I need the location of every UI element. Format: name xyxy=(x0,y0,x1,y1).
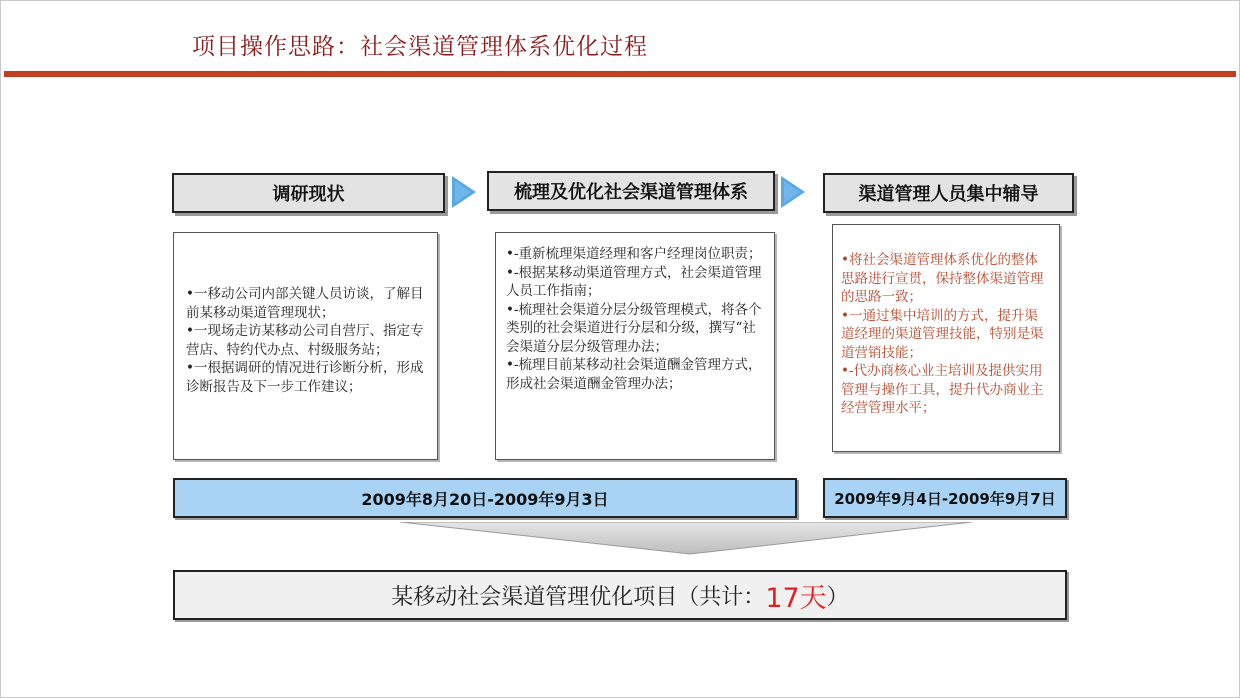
stage-content-coaching xyxy=(832,224,1060,452)
bullet-item: •一移动公司内部关键人员访谈，了解目前某移动渠道管理现状； xyxy=(186,286,424,321)
date-range-phase2: 2009年9月4日-2009年9月7日 xyxy=(823,478,1067,518)
bullet-item: •将社会渠道管理体系优化的整体思路进行宣贯，保持整体渠道管理的思路一致； xyxy=(841,252,1044,305)
stage-content-optimize xyxy=(495,232,775,460)
stage-header-research: 调研现状 xyxy=(172,173,445,213)
arrow-right-icon xyxy=(452,176,476,208)
date-range-phase1: 2009年8月20日-2009年9月3日 xyxy=(173,478,797,518)
summary-days: 17天 xyxy=(765,582,827,614)
bullet-item: •一通过集中培训的方式，提升渠道经理的渠道管理技能，特别是渠道营销技能； xyxy=(841,307,1044,361)
summary-prefix: 某移动社会渠道管理优化项目（共计： xyxy=(391,584,766,610)
slide-title: 项目操作思路：社会渠道管理体系优化过程 xyxy=(192,34,648,60)
title-divider xyxy=(4,71,1236,77)
bullet-item: •-梳理社会渠道分层分级管理模式，将各个类别的社会渠道进行分层和分级，撰写“社会渠道分层分级管理办法； xyxy=(506,301,762,355)
stage-header-coaching: 渠道管理人员集中辅导 xyxy=(823,173,1074,213)
bullet-item: •一现场走访某移动公司自营厅、指定专营店、特约代办点、村级服务站； xyxy=(186,323,424,358)
arrow-right-icon xyxy=(781,176,805,208)
bullet-item: •-根据某移动渠道管理方式，社会渠道管理人员工作指南； xyxy=(506,264,762,299)
bullet-item: •-代办商核心业主培训及提供实用管理与操作工具，提升代办商业主经营管理水平； xyxy=(841,363,1044,416)
stage-content-research xyxy=(173,232,438,460)
summary-suffix: ） xyxy=(826,584,849,610)
bullet-item: •-重新梳理渠道经理和客户经理岗位职责； xyxy=(506,246,762,262)
bullet-item: •-梳理目前某移动社会渠道酬金管理方式，形成社会渠道酬金管理办法； xyxy=(506,357,762,392)
stage-header-optimize: 梳理及优化社会渠道管理体系 xyxy=(487,171,775,211)
project-summary xyxy=(173,570,1067,620)
bullet-item: •一根据调研的情况进行诊断分析，形成诊断报告及下一步工作建议； xyxy=(186,360,424,395)
convergence-arrow-icon xyxy=(400,522,972,556)
